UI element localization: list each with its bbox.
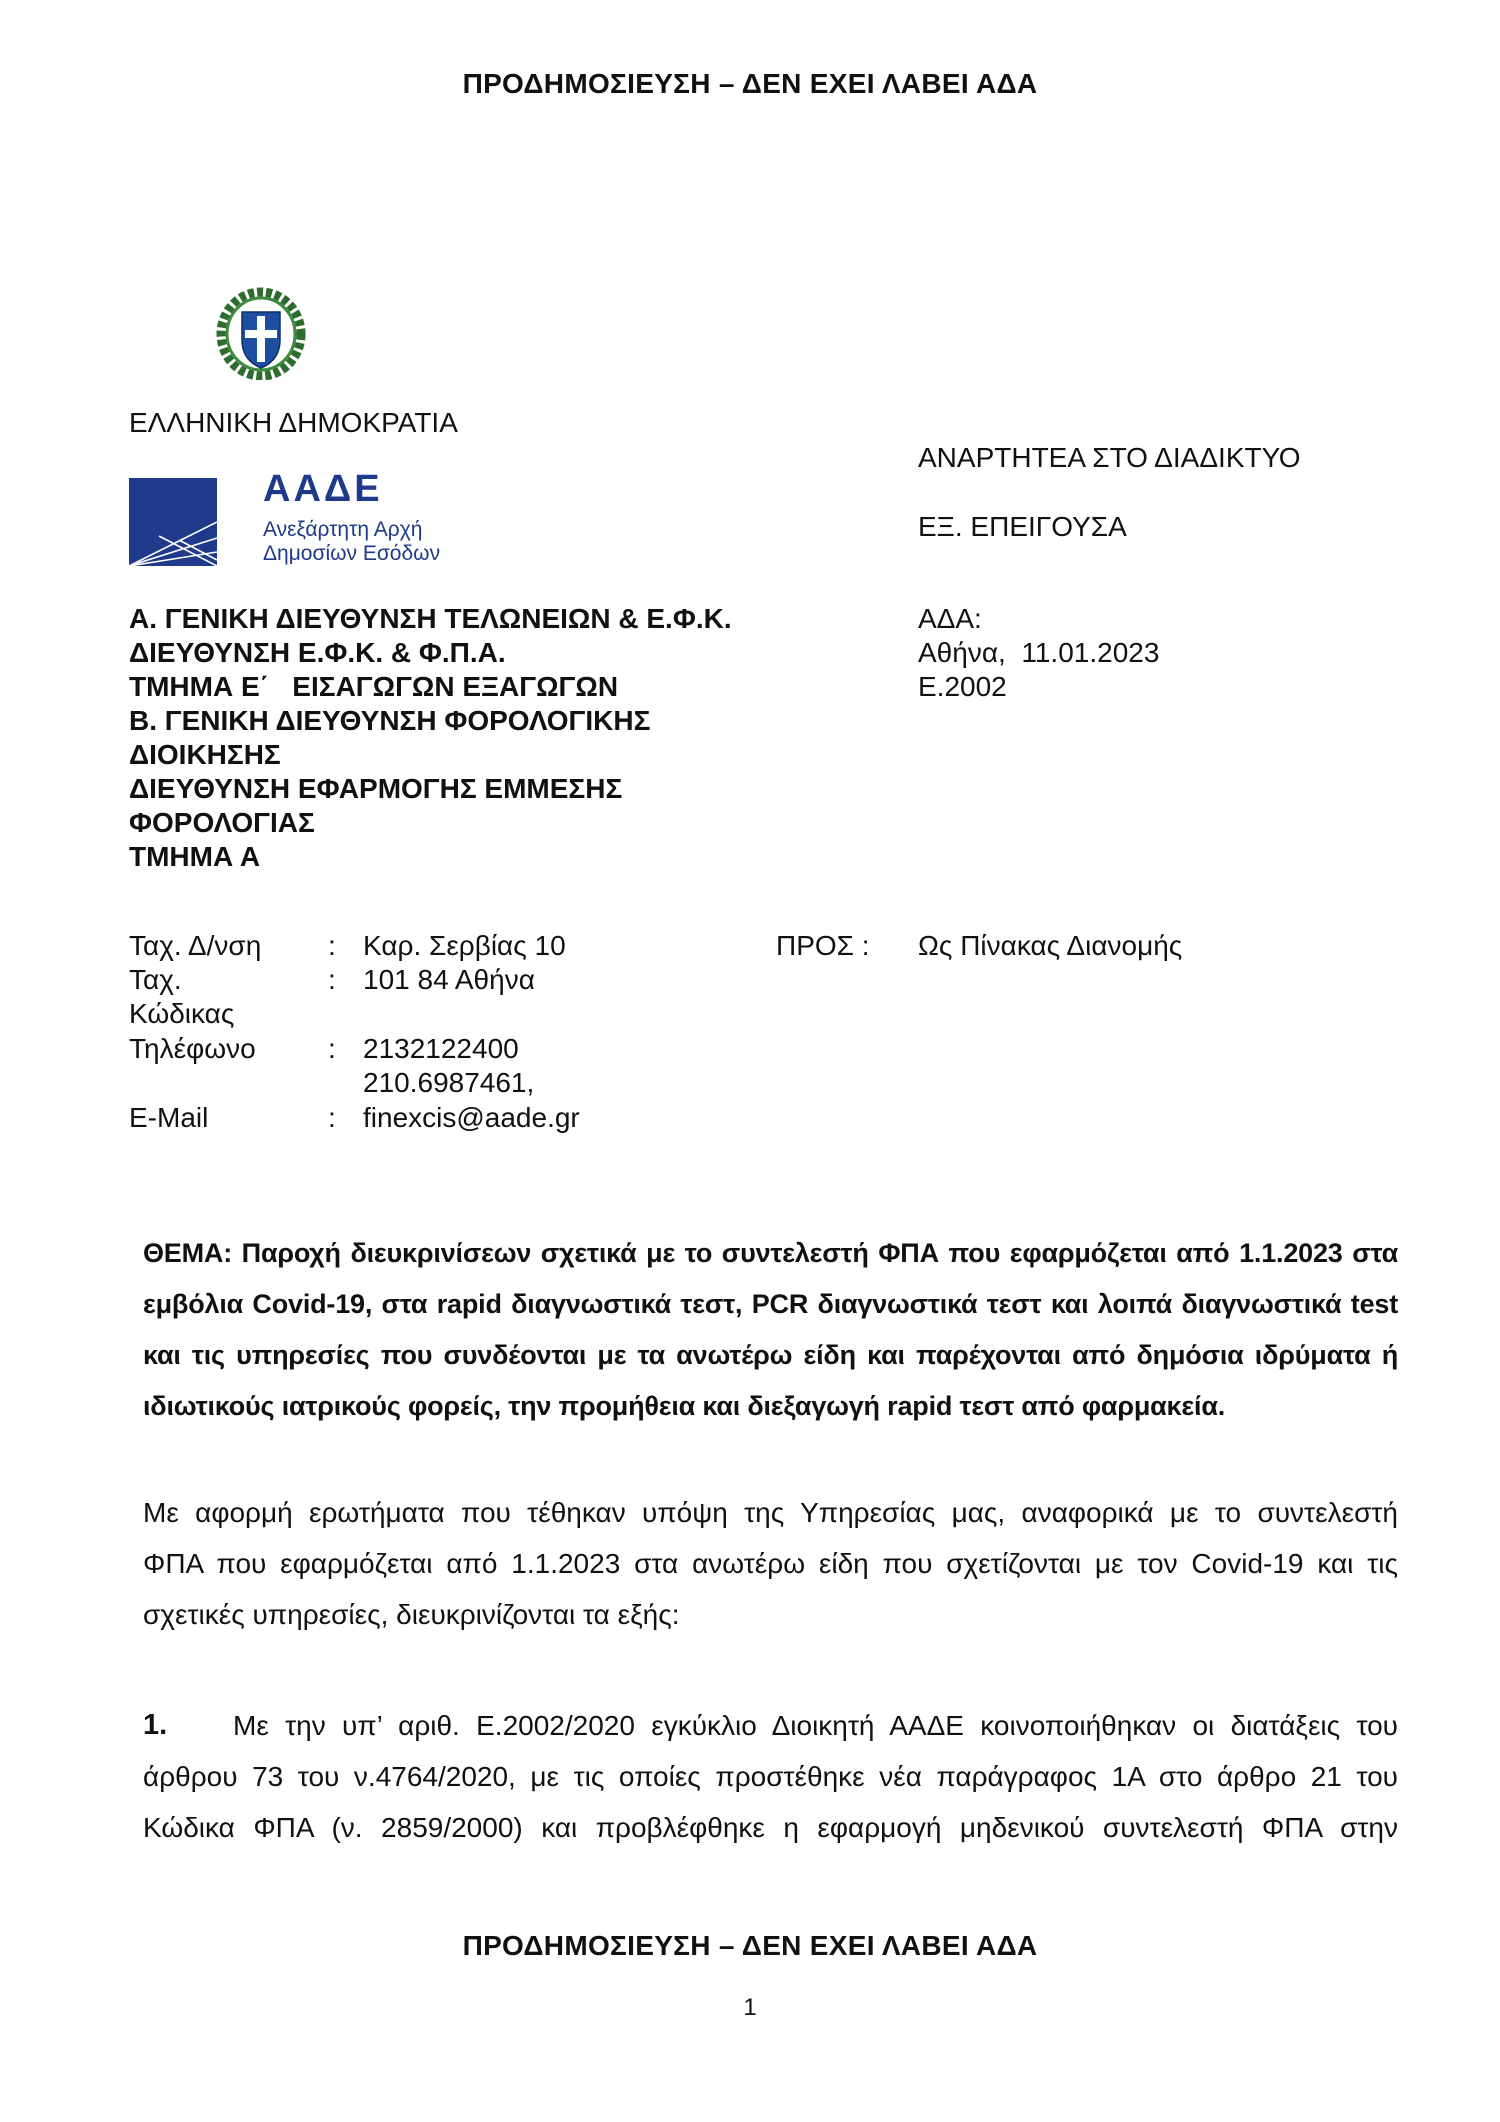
address-label: Ταχ. Δ/νση <box>129 930 262 961</box>
departments-block <box>129 602 749 874</box>
point-1-number: 1. <box>143 1709 168 1741</box>
phone-1: 2132122400 <box>363 1033 519 1064</box>
intro-paragraph <box>143 1487 1398 1640</box>
aade-logo-tagline <box>263 518 440 566</box>
colon: : <box>328 930 336 961</box>
email-label: E-Mail <box>129 1102 209 1133</box>
colon: : <box>328 964 336 995</box>
department-line: ΤΜΗΜΑ Α <box>129 841 261 872</box>
phone-label: Τηλέφωνο <box>129 1033 256 1064</box>
department-line: ΦΟΡΟΛΟΓΙΑΣ <box>129 807 315 838</box>
subject-line: ΘΕΜΑ: Παροχή διευκρινίσεων σχετικά με το συντελεστή ΦΠΑ που εφαρμόζεται από 1.1.2023 στα <box>143 1238 1398 1268</box>
subject-line: και τις υπηρεσίες που συνδέονται με τα ανωτέρω είδη και παρέχονται από δημόσια ιδρύματα ή <box>143 1340 1398 1370</box>
postcode-value: 101 84 Αθήνα <box>363 964 535 995</box>
aade-logo-acronym: ΑΑΔΕ <box>263 468 383 510</box>
intro-line: Με αφορμή ερωτήματα που τέθηκαν υπόψη της Υπηρεσίας μας, αναφορικά με το συντελεστή <box>143 1497 1398 1528</box>
email-value: finexcis@aade.gr <box>363 1102 580 1133</box>
recipient-label: ΠΡΟΣ : <box>776 930 870 961</box>
phone-2: 210.6987461, <box>363 1067 535 1098</box>
postcode-label-line2: Κώδικας <box>129 998 235 1029</box>
reference-block <box>918 602 1159 704</box>
preview-banner-bottom: ΠΡΟΔΗΜΟΣΙΕΥΣΗ – ΔΕΝ ΕΧΕΙ ΛΑΒΕΙ ΑΔΑ <box>462 1930 1038 1961</box>
postcode-label-line1: Ταχ. <box>129 964 182 995</box>
recipient-value: Ως Πίνακας Διανομής <box>918 930 1183 961</box>
point-1-first-line <box>233 1700 1398 1751</box>
colon: : <box>328 1102 336 1133</box>
ada-label: ΑΔΑ: <box>918 603 982 634</box>
colon: : <box>328 1033 336 1064</box>
coat-of-arms-icon <box>214 286 308 380</box>
department-line: ΤΜΗΜΑ Ε΄ ΕΙΣΑΓΩΓΩΝ ΕΞΑΓΩΓΩΝ <box>129 671 619 702</box>
point-1-line: άρθρου 73 του ν.4764/2020, με τις οποίες προστέθηκε νέα παράγραφος 1Α στο άρθρο 21 του <box>143 1761 1398 1792</box>
department-line: ΔΙΕΥΘΥΝΣΗ ΕΦΑΡΜΟΓΗΣ ΕΜΜΕΣΗΣ <box>129 773 623 804</box>
department-line: Α. ΓΕΝΙΚΗ ΔΙΕΥΘΥΝΣΗ ΤΕΛΩΝΕΙΩΝ & Ε.Φ.Κ. <box>129 603 732 634</box>
date-line: Αθήνα, 11.01.2023 <box>918 637 1160 668</box>
department-line: Β. ΓΕΝΙΚΗ ΔΙΕΥΘΥΝΣΗ ΦΟΡΟΛΟΓΙΚΗΣ <box>129 705 651 736</box>
subject-block <box>143 1228 1398 1432</box>
point-1-line: Κώδικα ΦΠΑ (ν. 2859/2000) και προβλέφθηκε η εφαρμογή μηδενικού συντελεστή ΦΠΑ στην <box>143 1812 1398 1843</box>
point-1-line: Με την υπ’ αριθ. Ε.2002/2020 εγκύκλιο Διοικητή ΑΑΔΕ κοινοποιήθηκαν οι διατάξεις του <box>233 1710 1398 1741</box>
urgent-notice: ΕΞ. ΕΠΕΙΓΟΥΣΑ <box>918 511 1127 542</box>
intro-line: ΦΠΑ που εφαρμόζεται από 1.1.2023 στα ανωτέρω είδη που σχετίζονται με τον Covid-19 και τις <box>143 1548 1398 1579</box>
post-online-notice: ΑΝΑΡΤΗΤΕΑ ΣΤΟ ΔΙΑΔΙΚΤΥΟ <box>918 442 1301 473</box>
address-value: Καρ. Σερβίας 10 <box>363 930 566 961</box>
subject-line: ιδιωτικούς ιατρικούς φορείς, την προμήθεια και διεξαγωγή rapid τεστ από φαρμακεία. <box>143 1391 1226 1421</box>
aade-logo-line2: Δημοσίων Εσόδων <box>263 542 441 565</box>
point-1-body <box>143 1751 1398 1853</box>
postcode-label <box>129 963 234 1031</box>
page-number: 1 <box>743 1994 757 2021</box>
aade-logo-line1: Ανεξάρτητη Αρχή <box>263 518 423 541</box>
republic-title: ΕΛΛΗΝΙΚΗ ΔΗΜΟΚΡΑΤΙΑ <box>129 407 458 438</box>
department-line: ΔΙΟΙΚΗΣΗΣ <box>129 739 281 770</box>
preview-banner-top: ΠΡΟΔΗΜΟΣΙΕΥΣΗ – ΔΕΝ ΕΧΕΙ ΛΑΒΕΙ ΑΔΑ <box>462 68 1038 99</box>
department-line: ΔΙΕΥΘΥΝΣΗ Ε.Φ.Κ. & Φ.Π.Α. <box>129 637 506 668</box>
intro-line: σχετικές υπηρεσίες, διευκρινίζονται τα εξής: <box>143 1599 680 1630</box>
phone-values <box>363 1032 534 1100</box>
subject-line: εμβόλια Covid-19, στα rapid διαγνωστικά τεστ, PCR διαγνωστικά τεστ και λοιπά διαγνωστικά test <box>143 1289 1398 1319</box>
protocol-number: Ε.2002 <box>918 671 1007 702</box>
aade-logo-icon <box>129 478 217 566</box>
